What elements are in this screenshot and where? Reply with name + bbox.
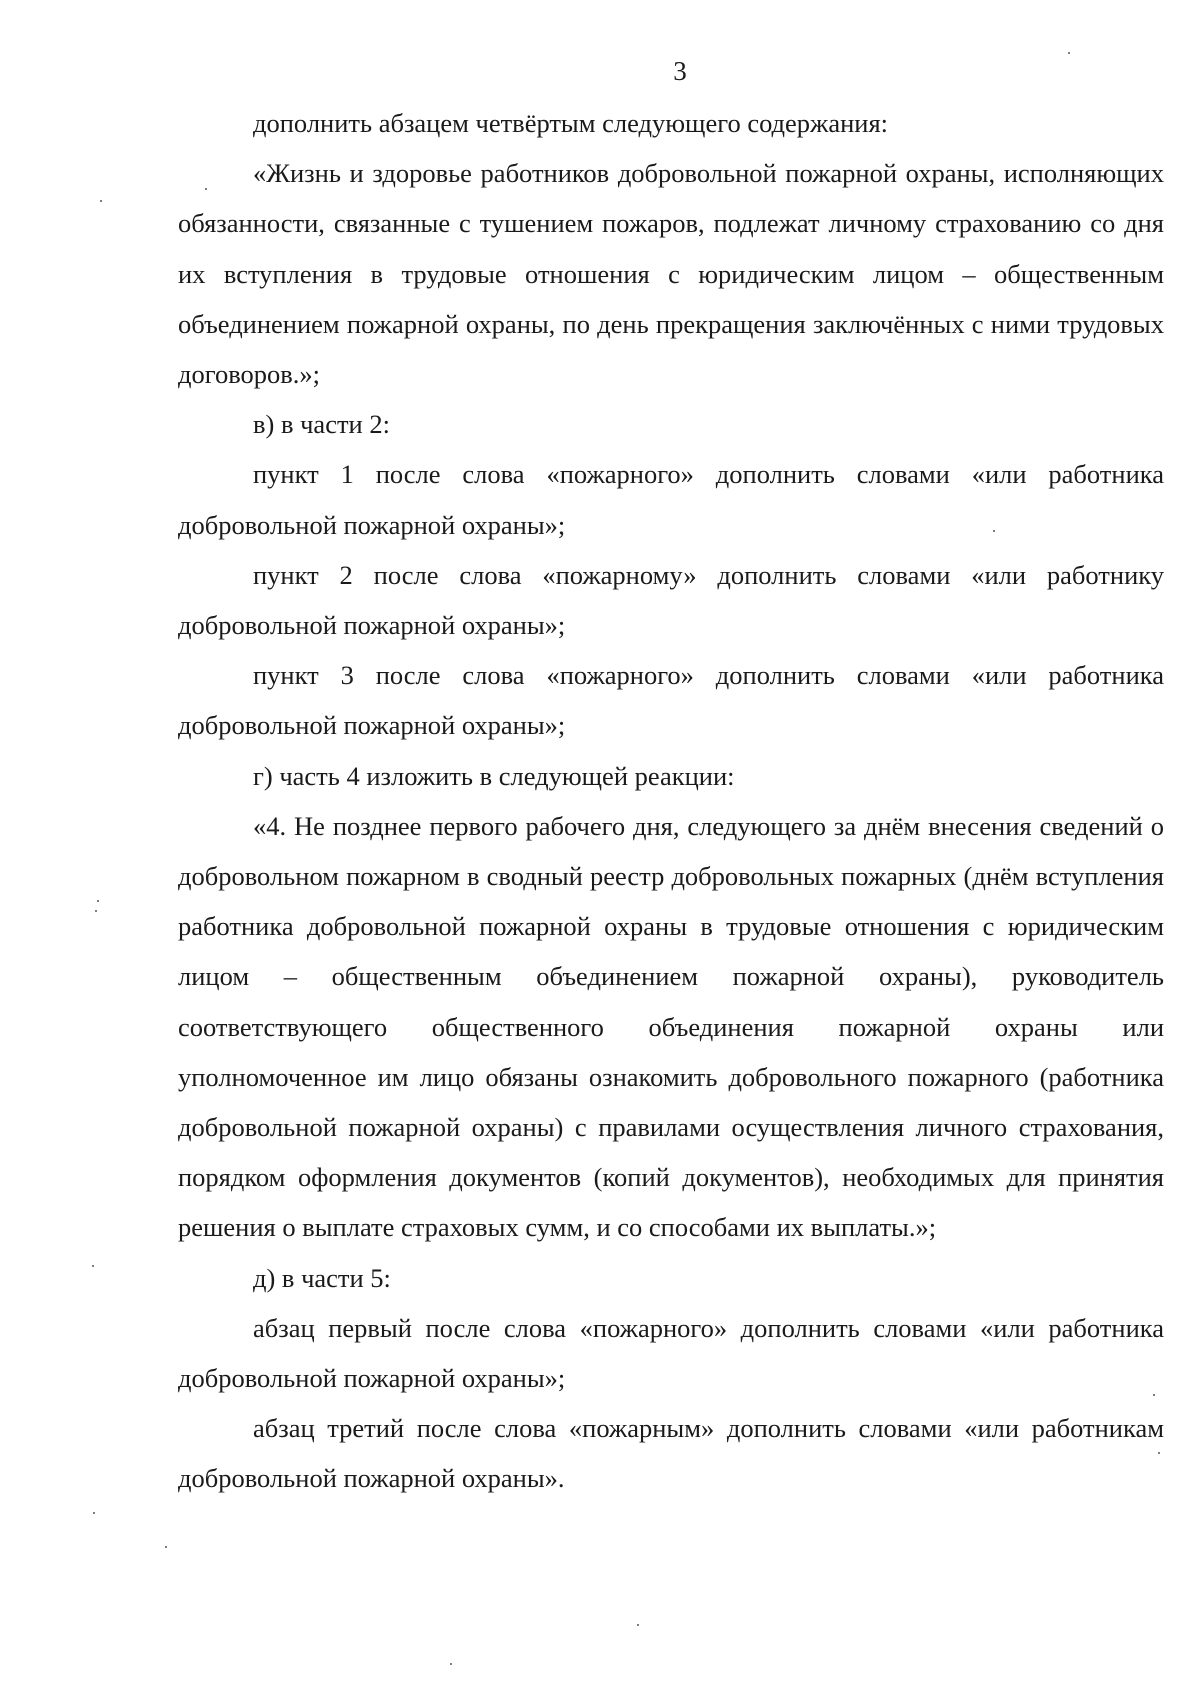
scan-speck	[100, 200, 102, 202]
paragraph-item-g: г) часть 4 изложить в следующей реакции:	[253, 760, 735, 791]
scan-speck	[97, 900, 99, 902]
page-number: 3	[673, 56, 687, 86]
paragraph-abzac-1: абзац первый после слова «пожарного» дополнить словами «или работника добровольной пожарной охраны»;	[178, 1312, 1164, 1394]
scan-speck	[93, 1512, 95, 1514]
paragraph-item-d: д) в части 5:	[253, 1262, 391, 1293]
paragraph-point-1: пункт 1 после слова «пожарного» дополнить словами «или работника добровольной пожарной охраны»;	[178, 459, 1164, 540]
paragraph-quote-part-4: «4. Не позднее первого рабочего дня, следующего за днём внесения сведений о добровольном пожарном в сводный реестр добровольных пожарных (днём вступления работника добровольной пожарной охраны в трудовые отношения с юридическим лицом – общественным объединением пожарной охраны), руководитель соответствующего общественного объединения пожарной охраны или уполномоченное им лицо обязаны ознакомить добровольного пожарного (работника добровольной пожарной охраны) с правилами осуществления личного страхования, порядком оформления документов (копий документов), необходимых для принятия решения о выплате страховых сумм, и со способами их выплаты.»;	[178, 810, 1164, 1243]
scan-speck	[1068, 52, 1070, 54]
paragraph-point-2: пункт 2 после слова «пожарному» дополнить словами «или работнику добровольной пожарной охраны»;	[178, 559, 1164, 641]
scan-speck	[92, 1265, 94, 1267]
scan-speck	[1158, 1452, 1160, 1454]
paragraph-point-3: пункт 3 после слова «пожарного» дополнить словами «или работника добровольной пожарной охраны»;	[178, 660, 1164, 741]
paragraph-quote-insurance: «Жизнь и здоровье работников добровольной пожарной охраны, исполняющих обязанности, связанные с тушением пожаров, подлежат личному страхованию со дня их вступления в трудовые отношения с юридическим лицом – общественным объединением пожарной охраны, по день прекращения заключённых с ними трудовых договоров.»;	[178, 158, 1164, 390]
paragraph-item-v: в) в части 2:	[253, 409, 390, 440]
paragraph-intro: дополнить абзацем четвёртым следующего содержания:	[253, 108, 889, 138]
document-body	[178, 98, 1164, 1504]
scan-speck	[95, 910, 97, 912]
scan-speck	[205, 188, 207, 190]
scan-speck	[993, 530, 995, 532]
scan-speck	[637, 1624, 639, 1626]
scan-speck	[450, 1663, 452, 1665]
scan-speck	[165, 1546, 167, 1548]
scan-speck	[1153, 1394, 1155, 1396]
paragraph-abzac-3: абзац третий после слова «пожарным» дополнить словами «или работникам добровольной пожарной охраны».	[178, 1413, 1164, 1494]
